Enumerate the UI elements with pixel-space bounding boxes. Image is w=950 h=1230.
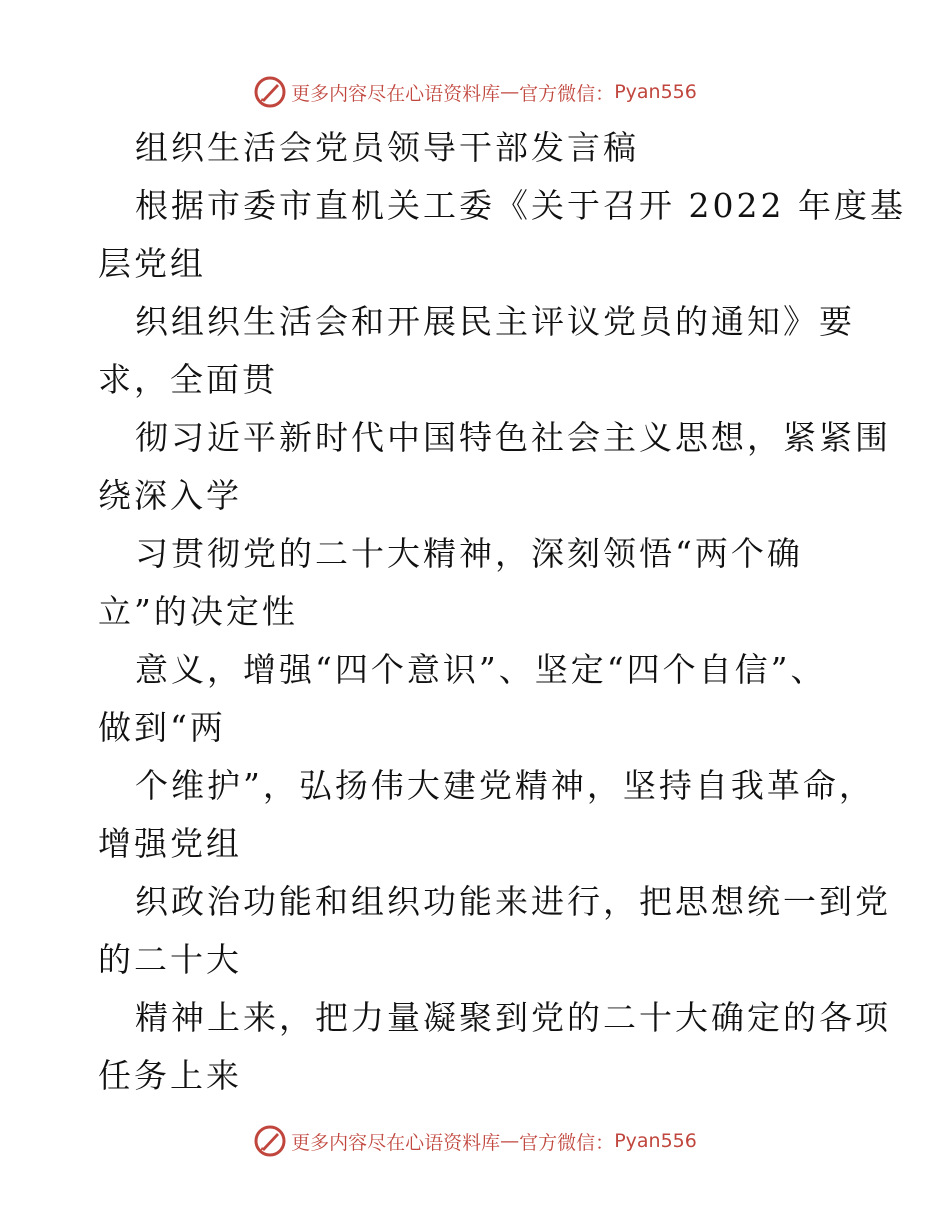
watermark-dash: —	[500, 1130, 520, 1152]
text-line: 习贯彻党的二十大精神，深刻领悟“两个确	[135, 534, 803, 573]
text-line: 意义，增强“四个意识”、坚定“四个自信”、	[135, 650, 827, 689]
text-line: 做到“两	[98, 708, 226, 747]
quill-logo-icon	[253, 1124, 287, 1158]
text-line: 层党组	[98, 244, 206, 283]
watermark-dash: —	[500, 81, 520, 103]
text-line: 增强党组	[98, 824, 242, 863]
text-line: 根据市委市直机关工委《关于召开 2022 年度基	[135, 186, 906, 225]
text-line: 的二十大	[98, 940, 242, 979]
watermark-brand: 更多内容尽在心语资料库	[291, 1131, 501, 1154]
text-line: 精神上来，把力量凝聚到党的二十大确定的各项	[135, 998, 891, 1037]
watermark-brand: 更多内容尽在心语资料库	[291, 82, 501, 105]
text-line: 立”的决定性	[98, 592, 298, 631]
text-line: 任务上来	[98, 1056, 242, 1095]
document-title: 组织生活会党员领导干部发言稿	[135, 128, 639, 167]
watermark-sub: 官方微信：	[519, 82, 615, 105]
watermark-id: Pyan556	[614, 81, 697, 103]
text-line: 个维护”，弘扬伟大建党精神，坚持自我革命，	[135, 766, 875, 805]
footer-watermark	[0, 1121, 950, 1161]
text-line: 彻习近平新时代中国特色社会主义思想，紧紧围	[135, 418, 891, 457]
watermark-sub: 官方微信：	[519, 1131, 615, 1154]
quill-logo-icon	[253, 75, 287, 109]
text-line: 绕深入学	[98, 476, 242, 515]
text-line: 求，全面贯	[98, 360, 278, 399]
text-line: 织政治功能和组织功能来进行，把思想统一到党	[135, 882, 891, 921]
text-line: 织组织生活会和开展民主评议党员的通知》要	[135, 302, 855, 341]
watermark-id: Pyan556	[614, 1130, 697, 1152]
header-watermark	[0, 72, 950, 112]
